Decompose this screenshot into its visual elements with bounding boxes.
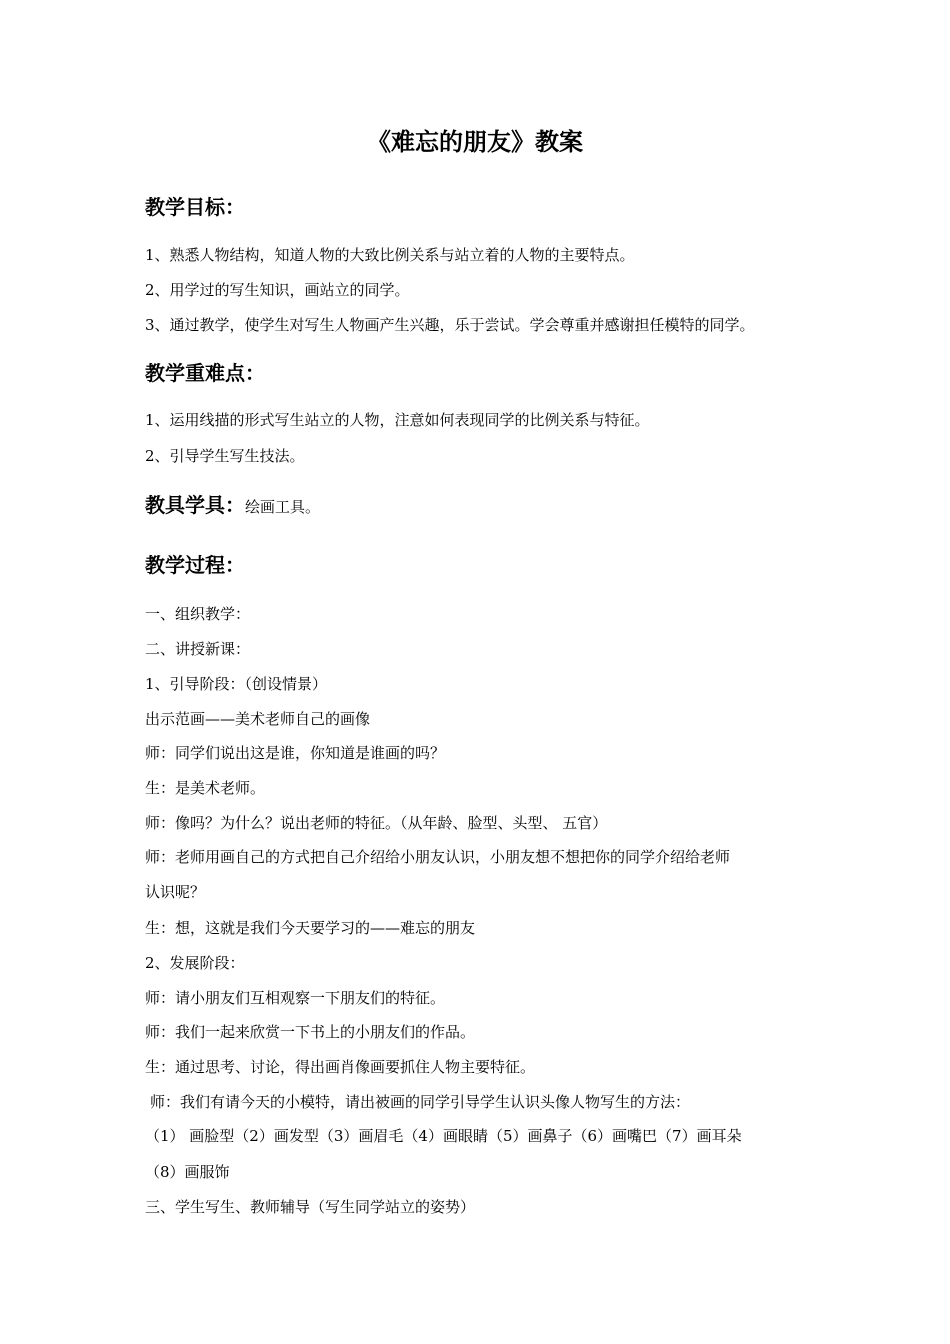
process-line: 生：想，这就是我们今天要学习的——难忘的朋友 (145, 919, 476, 937)
process-line: 师：请小朋友们互相观察一下朋友们的特征。 (145, 989, 446, 1007)
materials-heading-label: 教具学具： (145, 493, 245, 517)
key-point-item: 1、运用线描的形式写生站立的人物，注意如何表现同学的比例关系与特征。 (145, 411, 650, 429)
key-points-heading: 教学重难点： (145, 361, 265, 385)
process-line: 师：老师用画自己的方式把自己介绍给小朋友认识，小朋友想不想把你的同学介绍给老师 (145, 848, 731, 866)
materials-text: 绘画工具。 (245, 498, 321, 516)
process-line: 1、引导阶段：（创设情景） (145, 675, 328, 693)
objective-item: 2、用学过的写生知识，画站立的同学。 (145, 281, 410, 299)
process-line: 师：我们一起来欣赏一下书上的小朋友们的作品。 (145, 1023, 476, 1041)
document-title: 《难忘的朋友》教案 (367, 128, 583, 156)
process-line: 师：同学们说出这是谁，你知道是谁画的吗？ (145, 744, 446, 762)
process-line: 生：通过思考、讨论，得出画肖像画要抓住人物主要特征。 (145, 1058, 536, 1076)
process-line: （8）画服饰 (145, 1163, 230, 1181)
objective-item: 1、熟悉人物结构，知道人物的大致比例关系与站立着的人物的主要特点。 (145, 246, 635, 264)
process-line: 师：我们有请今天的小模特，请出被画的同学引导学生认识头像人物写生的方法： (150, 1093, 691, 1111)
process-line: 二、讲授新课： (145, 640, 251, 658)
materials-heading (145, 491, 320, 521)
process-line: 三、学生写生、教师辅导（写生同学站立的姿势） (145, 1198, 476, 1216)
objective-item: 3、通过教学，使学生对写生人物画产生兴趣，乐于尝试。学会尊重并感谢担任模特的同学。 (145, 316, 755, 334)
process-line: 出示范画——美术老师自己的画像 (145, 710, 371, 728)
process-line: 2、发展阶段： (145, 954, 245, 972)
key-point-item: 2、引导学生写生技法。 (145, 447, 305, 465)
process-line: 一、组织教学： (145, 605, 251, 623)
process-line: 师：像吗？为什么？说出老师的特征。（从年龄、脸型、头型、 五官） (145, 814, 608, 832)
process-line: 生：是美术老师。 (145, 779, 266, 797)
process-line: 认识呢？ (145, 883, 206, 901)
process-line: （1） 画脸型（2）画发型（3）画眉毛（4）画眼睛（5）画鼻子（6）画嘴巴（7）画耳朵 (145, 1127, 742, 1145)
process-heading: 教学过程： (145, 553, 245, 577)
objectives-heading: 教学目标： (145, 195, 245, 219)
